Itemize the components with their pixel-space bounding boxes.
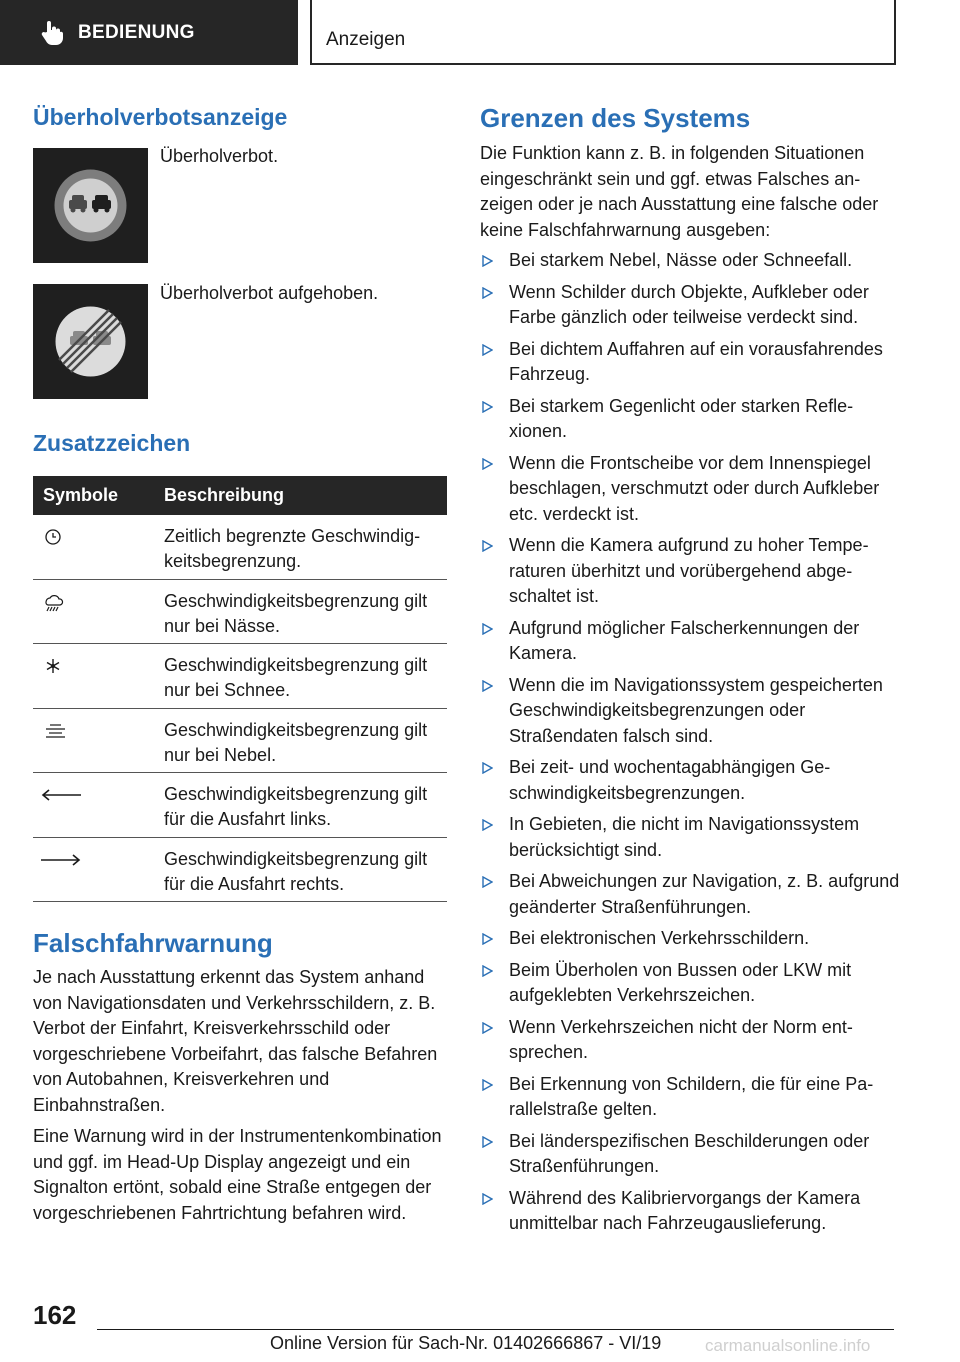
list-item: Bei zeit- und wochentagabhängigen Geschwindigkeitsbegrenzungen. xyxy=(480,755,900,806)
triangle-bullet-icon xyxy=(482,623,493,635)
list-item: Beim Überholen von Bussen oder LKW mit aufgeklebten Verkehrszeichen. xyxy=(480,958,900,1009)
limits-heading: Grenzen des Systems xyxy=(480,103,751,133)
footer-divider xyxy=(97,1329,894,1330)
overtaking-heading: Überholverbotsanzeige xyxy=(33,104,288,130)
hand-pointer-icon xyxy=(38,19,66,47)
chapter-label: Anzeigen xyxy=(326,29,406,50)
triangle-bullet-icon xyxy=(482,1193,493,1205)
table-row xyxy=(33,515,447,580)
row-description: Geschwindigkeitsbegrenzung gilt nur bei Nässe. xyxy=(164,590,428,636)
list-item: Bei dichtem Auffahren auf ein vorausfahrendes Fahrzeug. xyxy=(480,337,900,388)
triangle-bullet-icon xyxy=(482,1022,493,1034)
list-item: Wenn Verkehrszeichen nicht der Norm entsprechen. xyxy=(480,1015,900,1066)
triangle-bullet-icon xyxy=(482,965,493,977)
triangle-bullet-icon xyxy=(482,287,493,299)
col-description: Beschreibung xyxy=(164,485,285,505)
table-row xyxy=(33,838,447,903)
watermark: carmanualsonline.info xyxy=(705,1336,871,1355)
snowflake-icon xyxy=(41,656,81,676)
list-item: Bei starkem Gegenlicht oder starken Reflexionen. xyxy=(480,394,900,445)
table-row xyxy=(33,709,447,774)
row-description: Geschwindigkeitsbegrenzung gilt nur bei Schnee. xyxy=(164,655,428,700)
list-item: Bei länderspezifischen Beschilderungen oder Straßenführungen. xyxy=(480,1129,900,1180)
triangle-bullet-icon xyxy=(482,819,493,831)
clock-icon xyxy=(41,527,81,547)
list-item: Bei Abweichungen zur Navigation, z. B. aufgrund geänderter Straßenführungen. xyxy=(480,869,900,920)
end-no-overtaking-icon xyxy=(33,284,148,399)
section-tab xyxy=(0,0,298,65)
list-item: Wenn Schilder durch Objekte, Aufkleber oder Farbe gänzlich oder teilweise verdeckt sind. xyxy=(480,280,900,331)
wrongway-paragraph-2: Eine Warnung wird in der Instrumentenkombination und ggf. im Head-Up Display angezeigt und ein Signalton ertönt, sobald eine Straße entgegen der vorgeschriebenen Fahrtrichtung befahren wird. xyxy=(33,1126,442,1223)
list-item: Aufgrund möglicher Falscherkennungen der Kamera. xyxy=(480,616,900,667)
triangle-bullet-icon xyxy=(482,933,493,945)
wrongway-paragraph-1: Je nach Ausstattung erkennt das System anhand von Navigationsdaten und Verkehrsschildern, z. B. Verbot der Einfahrt, Kreisverkehrsschild oder vorgeschriebene Vorbeifahrt, das falsche Befahren von Autobahnen, Kreisverkehren und Einbahnstraßen. xyxy=(33,967,438,1115)
table-row xyxy=(33,773,447,838)
chapter-header xyxy=(310,0,896,65)
list-item: Wenn die Frontscheibe vor dem Innenspiegel beschlagen, verschmutzt oder durch Aufkleber etc. verdeckt ist. xyxy=(480,451,900,528)
row-description: Zeitlich begrenzte Geschwindigkeitsbegrenzung. xyxy=(164,526,421,571)
section-label: BEDIENUNG xyxy=(78,21,195,43)
triangle-bullet-icon xyxy=(482,255,493,267)
triangle-bullet-icon xyxy=(482,762,493,774)
triangle-bullet-icon xyxy=(482,401,493,413)
triangle-bullet-icon xyxy=(482,680,493,692)
triangle-bullet-icon xyxy=(482,458,493,470)
triangle-bullet-icon xyxy=(482,1079,493,1091)
arrow-left-icon xyxy=(41,785,81,805)
wrongway-heading: Falschfahrwarnung xyxy=(33,928,273,958)
list-item: Wenn die im Navigationssystem gespeicherten Geschwindigkeitsbegrenzungen oder Straßendaten falsch sind. xyxy=(480,673,900,750)
supplementary-table xyxy=(33,476,447,902)
row-description: Geschwindigkeitsbegrenzung gilt nur bei Nebel. xyxy=(164,719,428,765)
end-no-overtaking-sign xyxy=(33,284,148,399)
supplementary-heading: Zusatzzeichen xyxy=(33,430,191,456)
table-row xyxy=(33,644,447,709)
limits-intro: Die Funktion kann z. B. in folgenden Situationen eingeschränkt sein und ggf. etwas Falsches anzeigen oder je nach Ausstattung eine falsche oder keine Falschfahrwarnung ausgeben: xyxy=(480,143,879,240)
no-overtaking-sign xyxy=(33,148,148,263)
col-symbols: Symbole xyxy=(43,485,119,505)
triangle-bullet-icon xyxy=(482,344,493,356)
no-overtaking-icon xyxy=(33,148,148,263)
rain-cloud-icon xyxy=(41,592,81,612)
sign1-caption: Überholverbot. xyxy=(160,146,279,166)
table-row xyxy=(33,580,447,645)
fog-icon xyxy=(41,721,81,741)
table-header xyxy=(33,476,447,515)
triangle-bullet-icon xyxy=(482,1136,493,1148)
row-description: Geschwindigkeitsbegrenzung gilt für die Ausfahrt links. xyxy=(164,784,428,829)
online-version-text: Online Version für Sach-Nr. 01402666867 - VI/19 xyxy=(270,1333,662,1353)
triangle-bullet-icon xyxy=(482,876,493,888)
sign2-caption: Überholverbot aufgehoben. xyxy=(160,283,379,303)
list-item: In Gebieten, die nicht im Navigationssystem berücksichtigt sind. xyxy=(480,812,900,863)
list-item: Bei Erkennung von Schildern, die für eine Parallelstraße gelten. xyxy=(480,1072,900,1123)
list-item: Während des Kalibriervorgangs der Kamera unmittelbar nach Fahrzeugauslieferung. xyxy=(480,1186,900,1237)
list-item: Bei elektronischen Verkehrsschildern. xyxy=(480,926,900,952)
list-item: Wenn die Kamera aufgrund zu hoher Temperaturen überhitzt und vorübergehend abgeschaltet ist. xyxy=(480,533,900,610)
page-number: 162 xyxy=(33,1300,77,1330)
list-item: Bei starkem Nebel, Nässe oder Schneefall. xyxy=(480,248,900,274)
limits-list xyxy=(480,248,900,1243)
row-description: Geschwindigkeitsbegrenzung gilt für die Ausfahrt rechts. xyxy=(164,848,428,894)
arrow-right-icon xyxy=(41,850,81,870)
triangle-bullet-icon xyxy=(482,540,493,552)
